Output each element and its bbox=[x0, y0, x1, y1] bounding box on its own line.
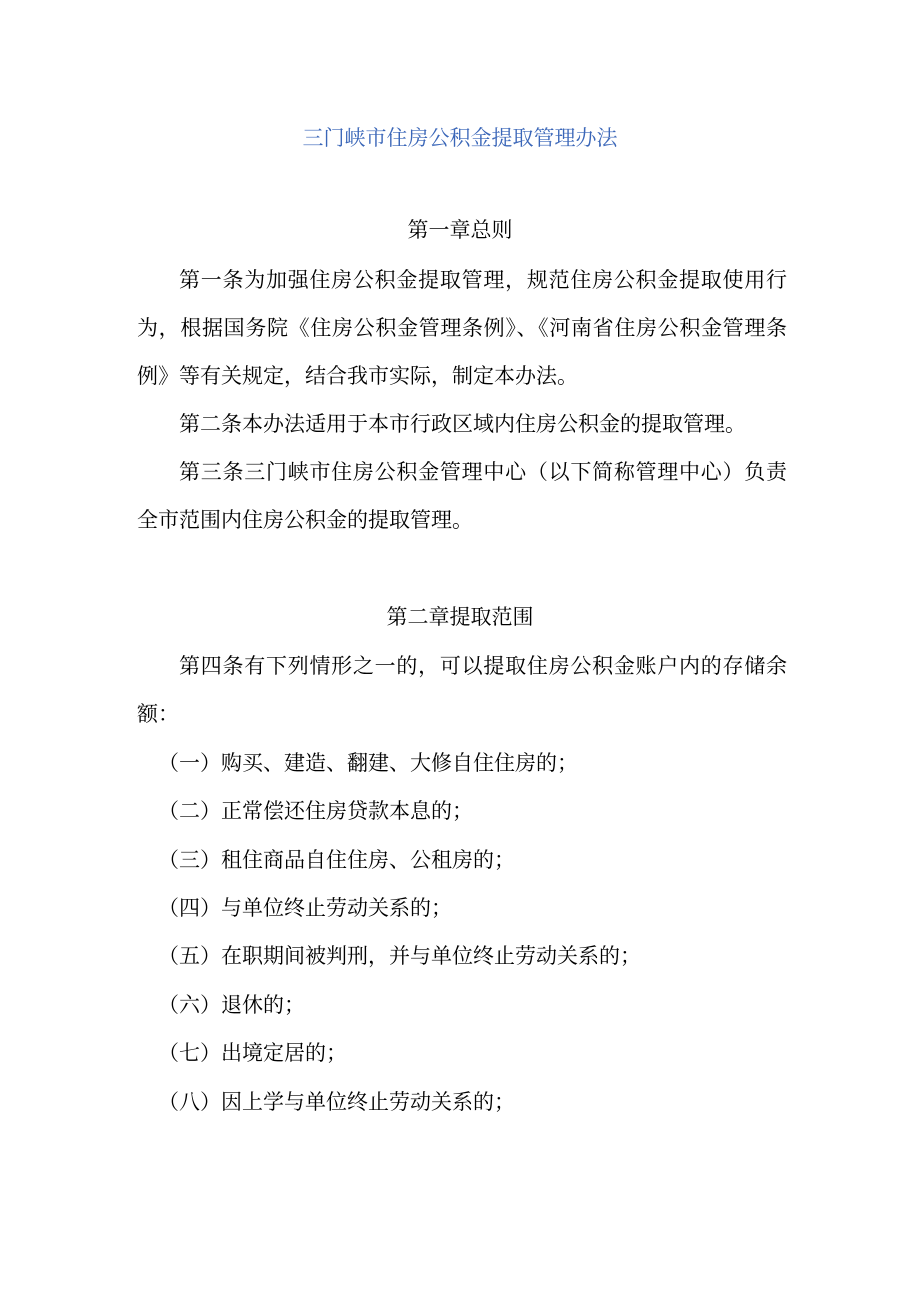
list-item: （三）租住商品自住住房、公租房的； bbox=[158, 848, 515, 872]
list-item: （四）与单位终止劳动关系的； bbox=[158, 896, 452, 920]
article-2: 第二条本办法适用于本市行政区域内住房公积金的提取管理。 bbox=[179, 412, 746, 436]
list-item: （五）在职期间被判刑，并与单位终止劳动关系的； bbox=[158, 944, 641, 968]
article-4: 第四条有下列情形之一的，可以提取住房公积金账户内的存储余额： bbox=[137, 654, 787, 726]
article-1: 第一条为加强住房公积金提取管理，规范住房公积金提取使用行为，根据国务院《住房公积金管理条例》、《河南省住房公积金管理条例》等有关规定，结合我市实际，制定本办法。 bbox=[137, 268, 787, 388]
list-item: （七）出境定居的； bbox=[158, 1041, 347, 1065]
list-item: （二）正常偿还住房贷款本息的； bbox=[158, 799, 473, 823]
article-3: 第三条三门峡市住房公积金管理中心（以下简称管理中心）负责全市范围内住房公积金的提取管理。 bbox=[137, 460, 787, 532]
chapter-heading-1: 第一章总则 bbox=[407, 218, 513, 242]
list-item: （一）购买、建造、翻建、大修自住住房的； bbox=[158, 751, 578, 775]
chapter-heading-2: 第二章提取范围 bbox=[386, 605, 534, 629]
list-item: （六）退休的； bbox=[158, 993, 305, 1017]
list-item: （八）因上学与单位终止劳动关系的； bbox=[158, 1090, 515, 1114]
document-title: 三门峡市住房公积金提取管理办法 bbox=[302, 126, 618, 150]
